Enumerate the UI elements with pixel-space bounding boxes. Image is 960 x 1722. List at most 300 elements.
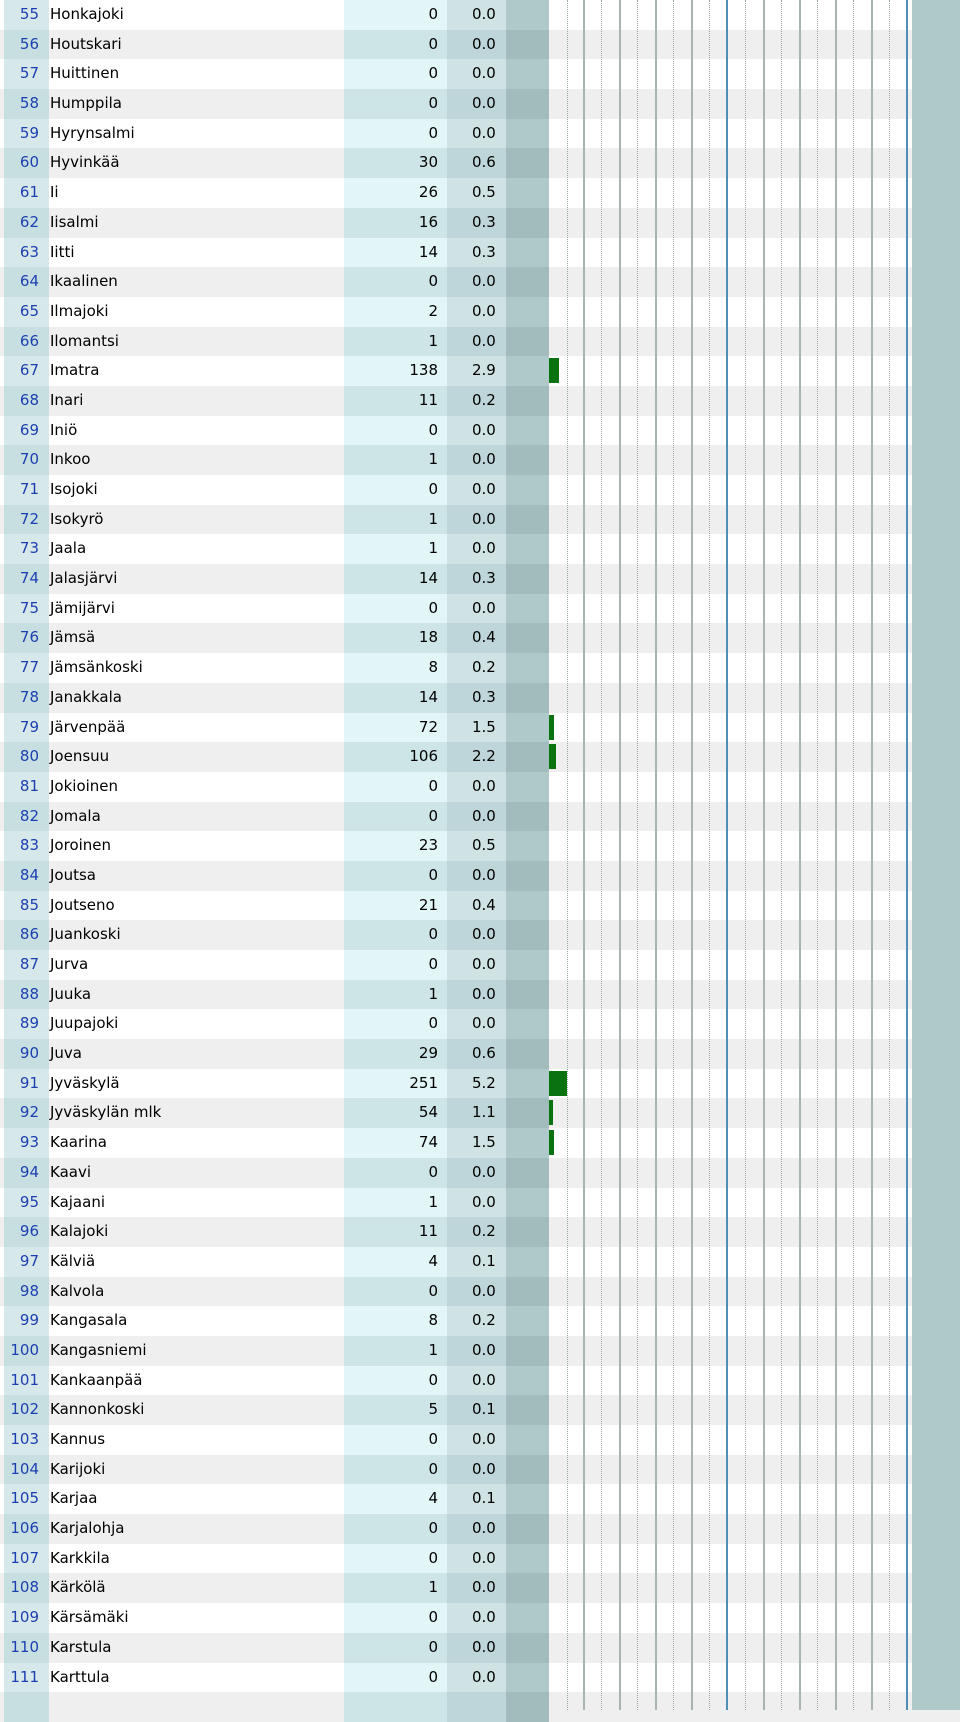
count-value: 0 [344, 1544, 447, 1574]
municipality-name: Joutsa [50, 865, 96, 884]
shaded-spacer [506, 683, 549, 713]
row-number: 92 [4, 1098, 49, 1128]
municipality-name: Kaarina [50, 1133, 107, 1152]
bar-cell [549, 1098, 909, 1128]
count-value: 0 [344, 920, 447, 950]
shaded-spacer [506, 1336, 549, 1366]
percent-value: 0.0 [447, 802, 506, 832]
bar-cell [549, 1603, 909, 1633]
percent-value: 1.5 [447, 713, 506, 743]
municipality-name: Karijoki [50, 1459, 106, 1478]
table-row [0, 59, 960, 89]
count-value: 4 [344, 1247, 447, 1277]
percent-value: 0.5 [447, 831, 506, 861]
count-value: 74 [344, 1128, 447, 1158]
percent-value: 0.0 [447, 594, 506, 624]
table-row [0, 148, 960, 178]
table-row [0, 1484, 960, 1514]
bar-cell [549, 683, 909, 713]
shaded-spacer [506, 1158, 549, 1188]
table-row [0, 30, 960, 60]
row-number: 81 [4, 772, 49, 802]
shaded-spacer [506, 742, 549, 772]
municipality-name: Joutseno [50, 895, 115, 914]
municipality-name: Juuka [50, 984, 92, 1003]
percent-value: 0.1 [447, 1247, 506, 1277]
row-number: 56 [4, 30, 49, 60]
row-number: 102 [4, 1395, 49, 1425]
bar-cell [549, 1217, 909, 1247]
table-row [0, 564, 960, 594]
percent-value: 2.2 [447, 742, 506, 772]
row-number: 71 [4, 475, 49, 505]
row-number: 58 [4, 89, 49, 119]
percent-bar [549, 1071, 567, 1096]
municipality-name: Karstula [50, 1637, 112, 1656]
table-row [0, 1633, 960, 1663]
bar-cell [549, 267, 909, 297]
municipality-name: Kärkölä [50, 1578, 106, 1597]
municipality-name: Ikaalinen [50, 272, 118, 291]
bar-cell [549, 1158, 909, 1188]
count-value: 0 [344, 59, 447, 89]
count-value: 1 [344, 1336, 447, 1366]
bar-cell [549, 950, 909, 980]
table-row [0, 297, 960, 327]
shaded-spacer [506, 178, 549, 208]
municipality-name: Inkoo [50, 450, 91, 469]
municipality-name: Janakkala [50, 687, 122, 706]
municipality-name: Hyvinkää [50, 153, 120, 172]
shaded-spacer [506, 327, 549, 357]
table-row [0, 950, 960, 980]
count-value: 1 [344, 1188, 447, 1218]
count-value: 1 [344, 505, 447, 535]
percent-value: 0.0 [447, 59, 506, 89]
shaded-spacer [506, 1573, 549, 1603]
shaded-spacer [506, 208, 549, 238]
count-value: 0 [344, 1158, 447, 1188]
right-margin-band [912, 0, 960, 1710]
bar-cell [549, 653, 909, 683]
municipality-name: Ilomantsi [50, 331, 119, 350]
municipality-name: Isokyrö [50, 509, 104, 528]
percent-value: 0.0 [447, 445, 506, 475]
shaded-spacer [506, 386, 549, 416]
shaded-spacer [506, 1069, 549, 1099]
row-number: 84 [4, 861, 49, 891]
table-row [0, 1425, 960, 1455]
row-number: 103 [4, 1425, 49, 1455]
shaded-spacer [506, 1128, 549, 1158]
shaded-spacer [506, 1039, 549, 1069]
municipality-name: Huittinen [50, 64, 120, 83]
shaded-spacer [506, 920, 549, 950]
shaded-spacer [506, 980, 549, 1010]
table-row [0, 1039, 960, 1069]
municipality-name: Kankaanpää [50, 1370, 143, 1389]
row-number: 66 [4, 327, 49, 357]
percent-value: 0.0 [447, 1277, 506, 1307]
shaded-spacer [506, 1395, 549, 1425]
percent-value: 0.5 [447, 178, 506, 208]
percent-value [447, 1692, 506, 1722]
municipality-name: Karttula [50, 1667, 110, 1686]
percent-value: 0.0 [447, 505, 506, 535]
shaded-spacer [506, 950, 549, 980]
shaded-spacer [506, 831, 549, 861]
municipality-name: Jämsänkoski [50, 658, 143, 677]
table-row [0, 1663, 960, 1693]
table-row [0, 713, 960, 743]
percent-value: 0.2 [447, 1217, 506, 1247]
percent-value: 1.5 [447, 1128, 506, 1158]
bar-cell [549, 831, 909, 861]
count-value: 0 [344, 950, 447, 980]
count-value: 0 [344, 772, 447, 802]
bar-cell [549, 920, 909, 950]
percent-value: 0.1 [447, 1484, 506, 1514]
percent-value: 0.2 [447, 1306, 506, 1336]
row-number: 91 [4, 1069, 49, 1099]
percent-value: 1.1 [447, 1098, 506, 1128]
percent-value: 0.0 [447, 980, 506, 1010]
row-number: 57 [4, 59, 49, 89]
row-number: 107 [4, 1544, 49, 1574]
shaded-spacer [506, 445, 549, 475]
row-number: 109 [4, 1603, 49, 1633]
row-number: 105 [4, 1484, 49, 1514]
row-number: 59 [4, 119, 49, 149]
municipality-name: Kärsämäki [50, 1608, 129, 1627]
count-value: 0 [344, 594, 447, 624]
table-row [0, 1277, 960, 1307]
bar-cell [549, 178, 909, 208]
percent-value: 0.0 [447, 1366, 506, 1396]
row-number: 77 [4, 653, 49, 683]
table-row [0, 1128, 960, 1158]
count-value: 11 [344, 386, 447, 416]
count-value: 0 [344, 475, 447, 505]
shaded-spacer [506, 623, 549, 653]
bar-cell [549, 1188, 909, 1218]
count-value: 16 [344, 208, 447, 238]
table-row [0, 238, 960, 268]
bar-cell [549, 1306, 909, 1336]
bar-cell [549, 564, 909, 594]
table-row [0, 683, 960, 713]
count-value: 138 [344, 356, 447, 386]
shaded-spacer [506, 1306, 549, 1336]
shaded-spacer [506, 772, 549, 802]
shaded-spacer [506, 1425, 549, 1455]
bar-cell [549, 980, 909, 1010]
table-row [0, 0, 960, 30]
count-value: 0 [344, 861, 447, 891]
count-value: 5 [344, 1395, 447, 1425]
table-row [0, 1366, 960, 1396]
bar-cell [549, 297, 909, 327]
row-number: 68 [4, 386, 49, 416]
table-row [0, 742, 960, 772]
shaded-spacer [506, 861, 549, 891]
percent-value: 0.0 [447, 1633, 506, 1663]
count-value: 1 [344, 980, 447, 1010]
bar-cell [549, 445, 909, 475]
table-row [0, 1544, 960, 1574]
count-value: 0 [344, 0, 447, 30]
shaded-spacer [506, 238, 549, 268]
row-number: 75 [4, 594, 49, 624]
municipality-name: Ilmajoki [50, 301, 109, 320]
shaded-spacer [506, 891, 549, 921]
shaded-spacer [506, 59, 549, 89]
percent-value: 0.0 [447, 1188, 506, 1218]
municipality-name: Kalajoki [50, 1222, 109, 1241]
bar-cell [549, 1039, 909, 1069]
shaded-spacer [506, 1188, 549, 1218]
row-number: 110 [4, 1633, 49, 1663]
table-row [0, 1217, 960, 1247]
municipality-name: Karjalohja [50, 1519, 125, 1538]
municipality-name: Juupajoki [50, 1014, 119, 1033]
count-value: 0 [344, 1009, 447, 1039]
count-value: 0 [344, 30, 447, 60]
row-number: 79 [4, 713, 49, 743]
table-row [0, 920, 960, 950]
percent-value: 0.3 [447, 564, 506, 594]
percent-value: 0.0 [447, 0, 506, 30]
percent-bar [549, 1130, 554, 1155]
municipality-name: Humppila [50, 94, 122, 113]
percent-value: 0.0 [447, 1573, 506, 1603]
bar-cell [549, 1455, 909, 1485]
percent-value: 0.0 [447, 1425, 506, 1455]
count-value: 8 [344, 1306, 447, 1336]
table-row [0, 1069, 960, 1099]
table-row [0, 1692, 960, 1722]
table-row [0, 861, 960, 891]
row-number: 87 [4, 950, 49, 980]
table-row [0, 356, 960, 386]
count-value: 0 [344, 1603, 447, 1633]
bar-cell [549, 1692, 909, 1722]
row-number: 55 [4, 0, 49, 30]
table-row [0, 1455, 960, 1485]
row-number: 90 [4, 1039, 49, 1069]
percent-value: 0.2 [447, 386, 506, 416]
shaded-spacer [506, 89, 549, 119]
row-number: 100 [4, 1336, 49, 1366]
table-row [0, 1336, 960, 1366]
table-row [0, 89, 960, 119]
count-value: 23 [344, 831, 447, 861]
percent-value: 0.0 [447, 1158, 506, 1188]
municipality-name: Iitti [50, 242, 75, 261]
municipality-name: Kangasala [50, 1311, 128, 1330]
table-row [0, 980, 960, 1010]
shaded-spacer [506, 475, 549, 505]
shaded-spacer [506, 0, 549, 30]
shaded-spacer [506, 119, 549, 149]
bar-cell [549, 0, 909, 30]
municipality-name: Joroinen [50, 836, 112, 855]
bar-cell [549, 713, 909, 743]
count-value: 0 [344, 1663, 447, 1693]
bar-cell [549, 356, 909, 386]
row-number: 82 [4, 802, 49, 832]
shaded-spacer [506, 1603, 549, 1633]
percent-value: 0.0 [447, 772, 506, 802]
bar-cell [549, 1514, 909, 1544]
bar-cell [549, 534, 909, 564]
percent-value: 0.0 [447, 534, 506, 564]
bar-cell [549, 1247, 909, 1277]
shaded-spacer [506, 1277, 549, 1307]
shaded-spacer [506, 1514, 549, 1544]
percent-value: 0.2 [447, 653, 506, 683]
table-row [0, 891, 960, 921]
bar-cell [549, 861, 909, 891]
percent-value: 2.9 [447, 356, 506, 386]
bar-cell [549, 1277, 909, 1307]
table-row [0, 386, 960, 416]
table-row [0, 327, 960, 357]
table-row [0, 178, 960, 208]
table-row [0, 445, 960, 475]
count-value: 14 [344, 564, 447, 594]
percent-value: 0.0 [447, 1336, 506, 1366]
count-value: 72 [344, 713, 447, 743]
percent-value: 0.6 [447, 148, 506, 178]
bar-cell [549, 742, 909, 772]
percent-value: 0.0 [447, 89, 506, 119]
percent-value: 0.0 [447, 950, 506, 980]
municipality-name: Jyväskylä [50, 1073, 120, 1092]
bar-cell [549, 1484, 909, 1514]
percent-value: 0.4 [447, 623, 506, 653]
municipality-name: Kalvola [50, 1281, 105, 1300]
municipality-name: Imatra [50, 361, 100, 380]
count-value: 8 [344, 653, 447, 683]
shaded-spacer [506, 1663, 549, 1693]
shaded-spacer [506, 1009, 549, 1039]
percent-value: 0.0 [447, 119, 506, 149]
row-number: 88 [4, 980, 49, 1010]
row-number: 69 [4, 416, 49, 446]
count-value: 29 [344, 1039, 447, 1069]
table-row [0, 653, 960, 683]
row-number: 96 [4, 1217, 49, 1247]
count-value: 0 [344, 89, 447, 119]
bar-cell [549, 1425, 909, 1455]
row-number: 80 [4, 742, 49, 772]
row-number: 86 [4, 920, 49, 950]
shaded-spacer [506, 1692, 549, 1722]
row-number: 70 [4, 445, 49, 475]
table-row [0, 416, 960, 446]
shaded-spacer [506, 297, 549, 327]
percent-value: 0.0 [447, 1455, 506, 1485]
bar-cell [549, 89, 909, 119]
table-row [0, 208, 960, 238]
shaded-spacer [506, 564, 549, 594]
bar-cell [549, 505, 909, 535]
table-row [0, 594, 960, 624]
percent-bar [549, 1100, 553, 1125]
bar-cell [549, 594, 909, 624]
count-value: 21 [344, 891, 447, 921]
bar-cell [549, 1009, 909, 1039]
table-row [0, 623, 960, 653]
right-separator-line [906, 0, 908, 1710]
shaded-spacer [506, 713, 549, 743]
shaded-spacer [506, 148, 549, 178]
municipality-name: Joensuu [50, 747, 110, 766]
shaded-spacer [506, 1633, 549, 1663]
count-value: 54 [344, 1098, 447, 1128]
percent-value: 0.0 [447, 416, 506, 446]
bar-cell [549, 1069, 909, 1099]
table-row [0, 1158, 960, 1188]
shaded-spacer [506, 653, 549, 683]
municipality-name: Honkajoki [50, 5, 124, 23]
municipality-name: Karkkila [50, 1548, 110, 1567]
municipality-name: Jomala [50, 806, 101, 825]
table-row [0, 1098, 960, 1128]
row-number: 60 [4, 148, 49, 178]
bar-cell [549, 1663, 909, 1693]
table-row [0, 1514, 960, 1544]
municipality-name: Houtskari [50, 34, 122, 53]
percent-value: 0.0 [447, 1603, 506, 1633]
row-number: 83 [4, 831, 49, 861]
count-value: 0 [344, 1366, 447, 1396]
table-row [0, 831, 960, 861]
count-value: 0 [344, 1514, 447, 1544]
row-number: 111 [4, 1663, 49, 1693]
percent-value: 5.2 [447, 1069, 506, 1099]
count-value: 106 [344, 742, 447, 772]
row-number: 73 [4, 534, 49, 564]
percent-value: 0.0 [447, 1544, 506, 1574]
municipality-name: Jokioinen [50, 776, 119, 795]
shaded-spacer [506, 356, 549, 386]
bar-cell [549, 1544, 909, 1574]
row-number: 62 [4, 208, 49, 238]
municipality-name: Jämijärvi [50, 598, 115, 617]
row-number: 76 [4, 623, 49, 653]
municipality-name: Kannus [50, 1430, 106, 1448]
row-number: 99 [4, 1306, 49, 1336]
percent-value: 0.0 [447, 267, 506, 297]
percent-value: 0.0 [447, 920, 506, 950]
percent-value: 0.0 [447, 475, 506, 505]
row-number: 72 [4, 505, 49, 535]
municipality-name: Kannonkoski [50, 1400, 145, 1419]
percent-value: 0.0 [447, 861, 506, 891]
bar-cell [549, 772, 909, 802]
municipality-name: Jämsä [50, 628, 96, 647]
bar-cell [549, 1633, 909, 1663]
bar-cell [549, 891, 909, 921]
municipality-name [49, 1692, 344, 1722]
count-value: 0 [344, 802, 447, 832]
row-number: 63 [4, 238, 49, 268]
shaded-spacer [506, 1484, 549, 1514]
municipality-name: Jyväskylän mlk [50, 1103, 162, 1122]
count-value: 11 [344, 1217, 447, 1247]
